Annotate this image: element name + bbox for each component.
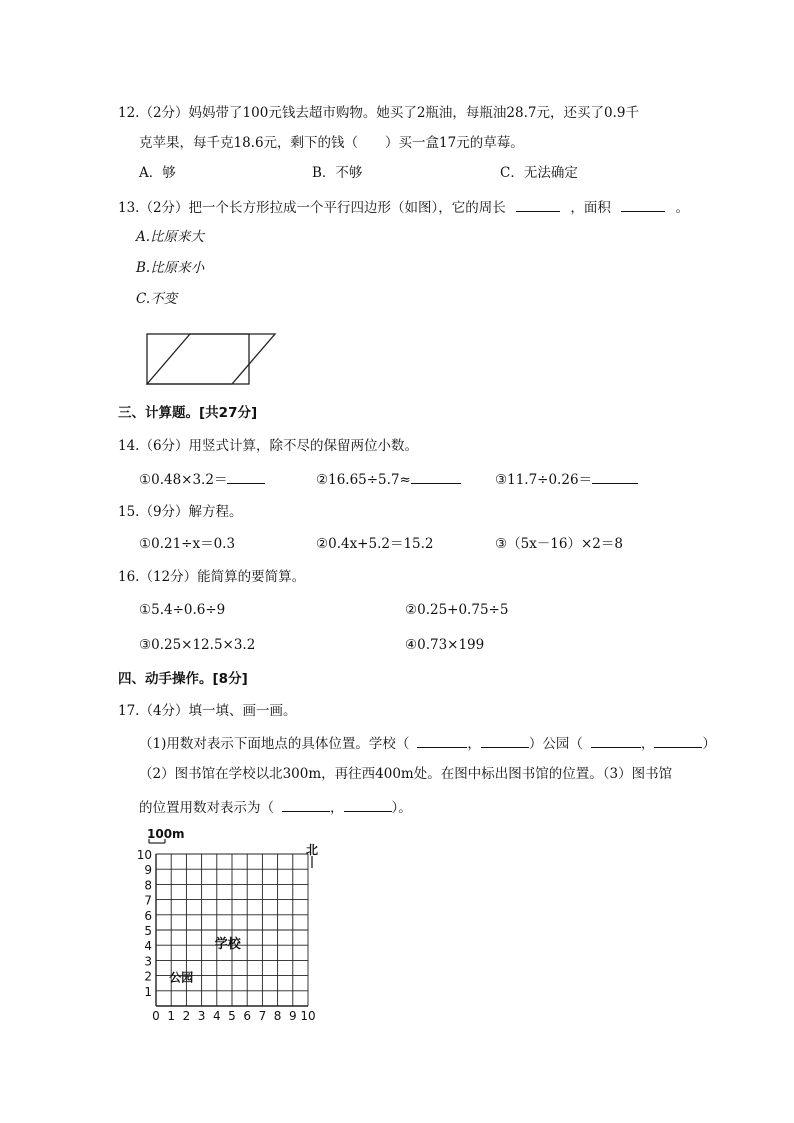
q15-item-3: ③（5x－16）×2＝8 [495, 536, 623, 552]
q15-item-2: ②0.4x+5.2＝15.2 [316, 536, 434, 552]
x-tick-label: 5 [228, 1009, 236, 1023]
x-tick-label: 10 [300, 1009, 316, 1023]
x-tick-label: 3 [197, 1009, 206, 1023]
q16-item-3: ③0.25×12.5×3.2 [139, 637, 256, 653]
q16-item-1: ①5.4÷0.6÷9 [139, 602, 226, 618]
q13-option-b: B.比原来小 [136, 260, 205, 276]
x-tick-label: 1 [167, 1009, 176, 1023]
q13-text-c: 。 [675, 200, 689, 216]
y-tick-label: 6 [144, 908, 152, 923]
x-tick-label: 9 [288, 1009, 297, 1023]
q14-blank-2[interactable] [411, 469, 461, 484]
x-tick-label: 8 [273, 1009, 282, 1023]
x-tick-label: 4 [212, 1009, 221, 1023]
y-tick-label: 8 [144, 878, 152, 893]
q14-blank-1[interactable] [227, 469, 265, 484]
q12-line1: 12.（2分）妈妈带了100元钱去超市购物。她买了2瓶油，每瓶油28.7元，还买了0.9千 [118, 105, 639, 121]
park-label: 公园 [169, 970, 194, 985]
q14-item-2: ②16.65÷5.7≈ [316, 469, 461, 489]
q14-text: 14.（6分）用竖式计算，除不尽的保留两位小数。 [118, 438, 419, 454]
q13-perimeter-blank[interactable] [516, 197, 560, 212]
q13-option-c: C.不变 [136, 291, 178, 307]
y-tick-label: 7 [144, 893, 152, 908]
q17-school-y-blank[interactable] [481, 733, 529, 748]
q12-option-b: B．不够 [312, 165, 363, 181]
q17-sub3: 的位置用数对表示为（ ， ）。 [139, 797, 412, 817]
q13-option-a: A.比原来大 [136, 229, 205, 245]
y-tick-label: 2 [144, 969, 152, 984]
q17-sub2: （2）图书馆在学校以北300m，再往西400m处。在图中标出图书馆的位置。（3）图书馆 [139, 766, 673, 782]
q14-item-1: ①0.48×3.2＝ [139, 469, 265, 489]
x-tick-label: 0 [152, 1009, 160, 1023]
y-tick-label: 3 [144, 954, 152, 969]
y-tick-label: 10 [136, 848, 152, 862]
q17-library-y-blank[interactable] [344, 797, 392, 812]
y-tick-label: 4 [144, 939, 152, 954]
q14-blank-3[interactable] [592, 469, 638, 484]
scale-label: 100m [147, 827, 185, 841]
q17-park-x-blank[interactable] [591, 733, 641, 748]
section4-title: 四、动手操作。[8分] [118, 671, 248, 687]
q17-park-y-blank[interactable] [654, 733, 702, 748]
north-label: 北 [306, 843, 319, 857]
q16-item-2: ②0.25+0.75÷5 [405, 602, 509, 618]
y-tick-label: 5 [144, 924, 152, 938]
q17-text: 17.（4分）填一填、画一画。 [118, 703, 297, 719]
q13-parallelogram [147, 334, 275, 384]
q17-grid-map [130, 826, 330, 1026]
q17-sub1: （1)用数对表示下面地点的具体位置。学校（ ， ）公园（ ， ） [139, 733, 716, 753]
scale-bar [147, 827, 185, 843]
q13-text-a: 13.（2分）把一个长方形拉成一个平行四边形（如图），它的周长 [118, 200, 506, 216]
q17-library-x-blank[interactable] [282, 797, 330, 812]
q16-item-4: ④0.73×199 [405, 637, 485, 653]
y-tick-label: 1 [144, 984, 152, 999]
x-tick-label: 6 [243, 1009, 252, 1023]
q14-item-3: ③11.7÷0.26＝ [495, 469, 638, 489]
q13-line [118, 197, 689, 217]
q16-text: 16.（12分）能简算的要简算。 [118, 569, 306, 585]
q13-area-blank[interactable] [621, 197, 665, 212]
q12-option-a: A．够 [139, 165, 176, 181]
x-tick-label: 2 [182, 1009, 191, 1023]
q12-line2: 克苹果，每千克18.6元，剩下的钱（ ）买一盒17元的草莓。 [139, 135, 524, 151]
q15-item-1: ①0.21÷x＝0.3 [139, 536, 236, 552]
y-tick-label: 9 [144, 863, 152, 878]
q17-school-x-blank[interactable] [417, 733, 467, 748]
x-tick-label: 7 [258, 1009, 267, 1023]
q13-rectangle [147, 334, 249, 384]
q13-text-b: ，面积 [570, 200, 611, 216]
school-label: 学校 [214, 937, 241, 953]
grid-ticks [137, 848, 316, 1023]
q15-text: 15.（9分）解方程。 [118, 504, 243, 520]
q12-option-c: C．无法确定 [500, 165, 578, 181]
section3-title: 三、计算题。[共27分] [118, 405, 258, 421]
q13-figure [140, 326, 280, 390]
